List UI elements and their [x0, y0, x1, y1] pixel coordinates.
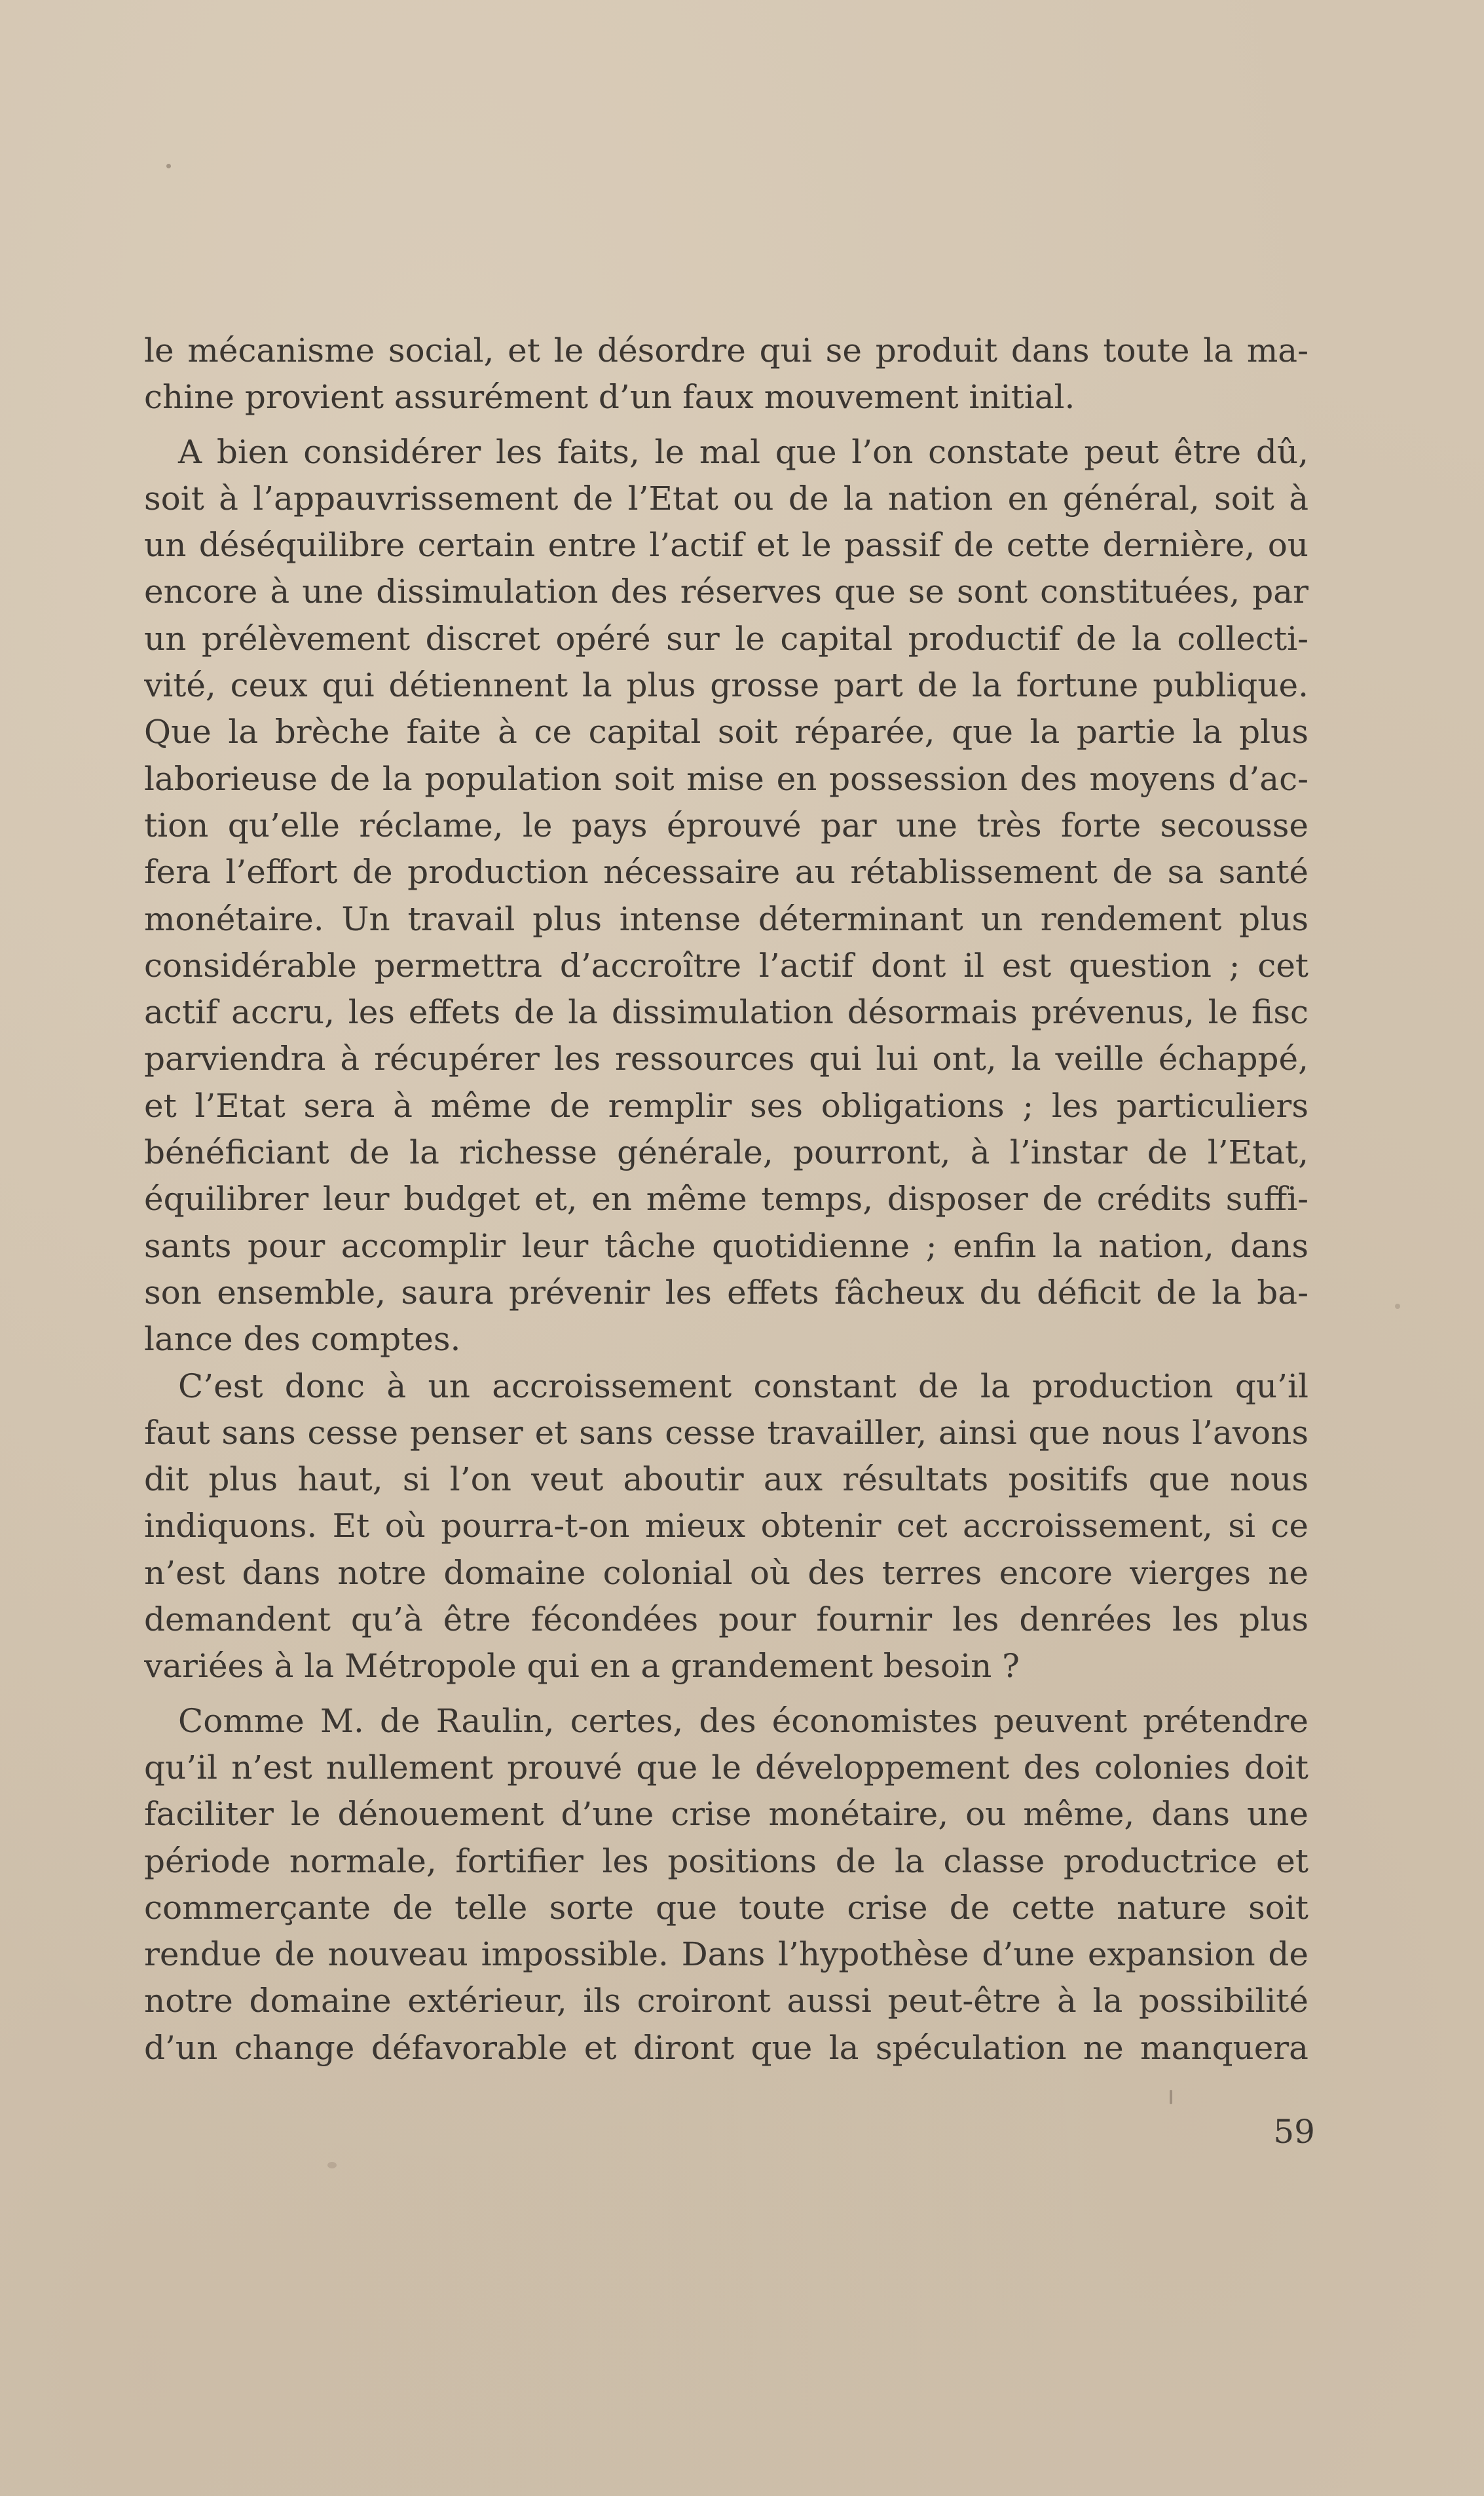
text-line: indiquons. Et où pourra-t-on mieux obtenir cet accroissement, si ce: [144, 1507, 1308, 1545]
text-line: lance des comptes.: [144, 1320, 461, 1359]
text-line: Comme M. de Raulin, certes, des économistes peuvent prétendre: [178, 1701, 1308, 1740]
text-line: d’un change défavorable et diront que la spéculation ne manquera: [144, 2028, 1308, 2067]
text-line: Que la brèche faite à ce capital soit réparée, que la partie la plus: [144, 713, 1308, 751]
text-line: C’est donc à un accroissement constant de la production qu’il: [178, 1367, 1308, 1405]
text-line: sants pour accomplir leur tâche quotidienne ; enfin la nation, dans: [144, 1226, 1308, 1265]
text-line: équilibrer leur budget et, en même temps, disposer de crédits suffi-: [144, 1180, 1308, 1219]
text-line: dit plus haut, si l’on veut aboutir aux résultats positifs que nous: [144, 1460, 1308, 1499]
paragraph: [144, 429, 1308, 1363]
text-line: chine provient assurément d’un faux mouvement initial.: [144, 378, 1075, 417]
text-line: le mécanisme social, et le désordre qui se produit dans toute la ma-: [144, 331, 1308, 369]
text-line: soit à l’appauvrissement de l’Etat ou de la nation en général, soit à: [144, 479, 1308, 518]
text-line: période normale, fortifier les positions de la classe productrice et: [144, 1842, 1308, 1880]
paper-speck: [1395, 1304, 1400, 1309]
text-line: bénéficiant de la richesse générale, pourront, à l’instar de l’Etat,: [144, 1133, 1308, 1172]
paragraph: [144, 1363, 1308, 1690]
text-line: un prélèvement discret opéré sur le capital productif de la collecti-: [144, 619, 1308, 658]
text-line: un déséquilibre certain entre l’actif et le passif de cette dernière, ou: [144, 526, 1308, 565]
text-line: rendue de nouveau impossible. Dans l’hypothèse d’une expansion de: [144, 1935, 1308, 1974]
text-line: A bien considérer les faits, le mal que l’on constate peut être dû,: [178, 432, 1308, 471]
text-line: monétaire. Un travail plus intense déterminant un rendement plus: [144, 899, 1308, 938]
paragraph: [144, 1698, 1308, 2071]
page-number: 59: [1273, 2113, 1315, 2151]
text-line: considérable permettra d’accroître l’actif dont il est question ; cet: [144, 946, 1308, 985]
text-line: fera l’effort de production nécessaire au rétablissement de sa santé: [144, 853, 1308, 892]
text-line: variées à la Métropole qui en a grandement besoin ?: [144, 1647, 1020, 1686]
text-line: tion qu’elle réclame, le pays éprouvé par une très forte secousse: [144, 806, 1308, 844]
paragraph: [144, 328, 1308, 421]
text-line: laborieuse de la population soit mise en possession des moyens d’ac-: [144, 759, 1308, 798]
text-line: vité, ceux qui détiennent la plus grosse part de la fortune publique.: [144, 666, 1308, 705]
text-line: notre domaine extérieur, ils croiront aussi peut-être à la possibilité: [144, 1982, 1308, 2020]
paper-speck: [166, 164, 171, 168]
text-line: parviendra à récupérer les ressources qui lui ont, la veille échappé,: [144, 1040, 1308, 1078]
text-line: qu’il n’est nullement prouvé que le développement des colonies doit: [144, 1748, 1308, 1787]
text-line: faciliter le dénouement d’une crise monétaire, ou même, dans une: [144, 1795, 1308, 1834]
text-line: n’est dans notre domaine colonial où des terres encore vierges ne: [144, 1553, 1308, 1592]
text-line: faut sans cesse penser et sans cesse travailler, ainsi que nous l’avons: [144, 1413, 1308, 1452]
body-text: [144, 328, 1308, 2071]
paper-speck: [1170, 2090, 1172, 2104]
text-line: demandent qu’à être fécondées pour fournir les denrées les plus: [144, 1600, 1308, 1639]
text-line: et l’Etat sera à même de remplir ses obligations ; les particuliers: [144, 1086, 1308, 1125]
paper-speck: [327, 2162, 337, 2168]
text-line: encore à une dissimulation des réserves que se sont constituées, par: [144, 573, 1308, 611]
text-line: actif accru, les effets de la dissimulation désormais prévenus, le fisc: [144, 993, 1308, 1032]
text-line: son ensemble, saura prévenir les effets fâcheux du déficit de la ba-: [144, 1273, 1308, 1312]
text-line: commerçante de telle sorte que toute crise de cette nature soit: [144, 1888, 1308, 1927]
